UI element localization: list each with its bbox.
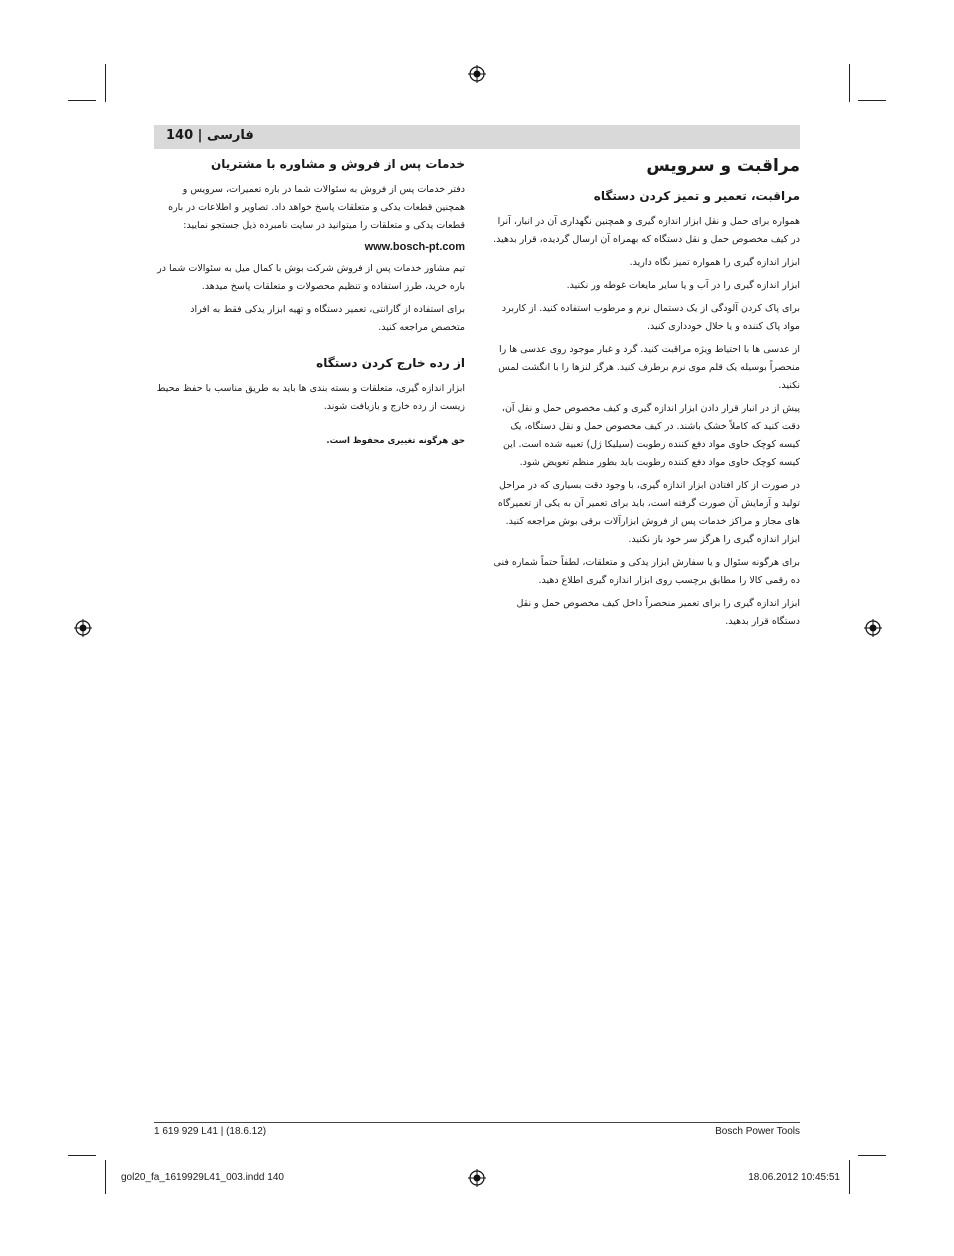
- left-column: [154, 155, 465, 448]
- crop-mark-top-right-horizontal: [858, 100, 886, 101]
- section-title-after-sales: خدمات پس از فروش و مشاوره با مشتریان: [211, 157, 465, 171]
- paragraph-storage: همواره برای حمل و نقل ابزار اندازه گیری و همچنین نگهداری آن در انبار، آنرا در کیف مخصوص حمل و نقل دستگاه که بهمراه آن ارسال گردیده، قرار بدهید.: [493, 216, 800, 245]
- registration-mark-bottom-icon: [468, 1169, 486, 1187]
- paragraph-lens-care: از عدسی ها با احتیاط ویژه مراقبت کنید. گرد و غبار موجود روی عدسی ها را منحصراً بوسیله یک قلم موی نرم برطرف کنید. هرگز لنزها را با انگشت لمس نکنید.: [498, 344, 800, 391]
- website-link[interactable]: www.bosch-pt.com: [364, 241, 465, 253]
- slug-filename: gol20_fa_1619929L41_003.indd 140: [121, 1172, 284, 1183]
- paragraph-cleaning-cloth: برای پاک کردن آلودگی از یک دستمال نرم و مرطوب استفاده کنید. از کاربرد مواد پاک کننده و یا حلال خودداری کنید.: [501, 303, 800, 332]
- crop-mark-bottom-right-horizontal: [858, 1155, 886, 1156]
- crop-mark-bottom-right-vertical: [849, 1160, 850, 1194]
- registration-mark-top-icon: [468, 65, 486, 83]
- paragraph-dry-storage: پیش از در انبار قرار دادن ابزار اندازه گیری و کیف مخصوص حمل و نقل آن، دقت کنید که کاملاً خشک باشند. در کیف مخصوص حمل و نقل دستگاه، یک کیسه کوچک حاوی مواد دفع کننده رطوبت (سیلیکا ژل) تعبیه شده است. این کیسه کوچک حاوی مواد دفع کننده رطوبت باید بطور منظم تعویض شود.: [501, 403, 800, 468]
- right-column: [490, 155, 800, 636]
- page-number: 140: [166, 128, 194, 143]
- subsection-title-maintenance: مراقبت، تعمیر و تمیز کردن دستگاه: [593, 189, 800, 203]
- registration-mark-left-icon: [74, 619, 92, 637]
- paragraph-after-sales-info: دفتر خدمات پس از فروش به سئوالات شما در باره تعمیرات، سرویس و همچنین قطعات یدکی و متعلقات پاسخ خواهد داد. تصاویر و اطلاعات در باره قطعات یدکی و متعلقات را میتوانید در سایت نامبرده ذیل جستجو نمایید:: [168, 184, 465, 231]
- crop-mark-top-left-vertical: [105, 64, 106, 102]
- page-header-label: [166, 128, 254, 143]
- crop-mark-top-left-horizontal: [68, 100, 96, 101]
- crop-mark-bottom-left-vertical: [105, 1160, 106, 1194]
- paragraph-no-immersion: ابزار اندازه گیری را در آب و یا سایر مایعات غوطه ور نکنید.: [566, 280, 800, 291]
- footer-doc-number: 1 619 929 L41 | (18.6.12): [154, 1126, 267, 1137]
- paragraph-warranty: برای استفاده از گارانتی، تعمیر دستگاه و تهیه ابزار یدکی فقط به افراد متخصص مراجعه کنید.: [190, 304, 465, 333]
- slug-datetime: 18.06.2012 10:45:51: [748, 1172, 840, 1183]
- rights-reserved-note: حق هرگونه تغییری محفوظ است.: [326, 436, 465, 446]
- footer-rule: [154, 1122, 800, 1123]
- registration-mark-right-icon: [864, 619, 882, 637]
- paragraph-repair-service: در صورت از کار افتادن ابزار اندازه گیری، با وجود دقت بسیاری که در مراحل تولید و آزمایش آن صورت گرفته است، باید برای تعمیر آن به یکی از تعمیرگاه های مجاز و مراکز خدمات پس از فروش ابزارآلات برقی بوش مراجعه کنید. ابزار اندازه گیری را هرگز سر خود باز نکنید.: [497, 480, 800, 545]
- paragraph-consultant-team: تیم مشاور خدمات پس از فروش شرکت بوش با کمال میل به سئوالات شما در باره خرید، طرز استفاده و تنظیم محصولات و متعلقات پاسخ میدهد.: [157, 263, 465, 292]
- footer-brand: Bosch Power Tools: [715, 1126, 800, 1137]
- section-title-disposal: از رده خارج کردن دستگاه: [316, 356, 465, 370]
- paragraph-keep-clean: ابزار اندازه گیری را همواره تمیز نگاه دارید.: [629, 257, 800, 268]
- crop-mark-top-right-vertical: [849, 64, 850, 102]
- crop-mark-bottom-left-horizontal: [68, 1155, 96, 1156]
- page-language: فارسی: [206, 128, 254, 143]
- header-separator: |: [197, 128, 203, 143]
- paragraph-repair-case: ابزار اندازه گیری را برای تعمیر منحصراً داخل کیف مخصوص حمل و نقل دستگاه قرار بدهید.: [516, 598, 800, 627]
- paragraph-disposal: ابزار اندازه گیری، متعلقات و بسته بندی ها باید به طریق مناسب با حفظ محیط زیست از رده خارج و بازیافت شوند.: [156, 383, 465, 412]
- paragraph-article-number: برای هرگونه سئوال و یا سفارش ابزار یدکی و متعلقات، لطفاً حتماً شماره فنی ده رقمی کالا را مطابق برچسب روی ابزار اندازه گیری اطلاع دهید.: [493, 557, 800, 586]
- section-title-care-service: مراقبت و سرویس: [646, 156, 800, 176]
